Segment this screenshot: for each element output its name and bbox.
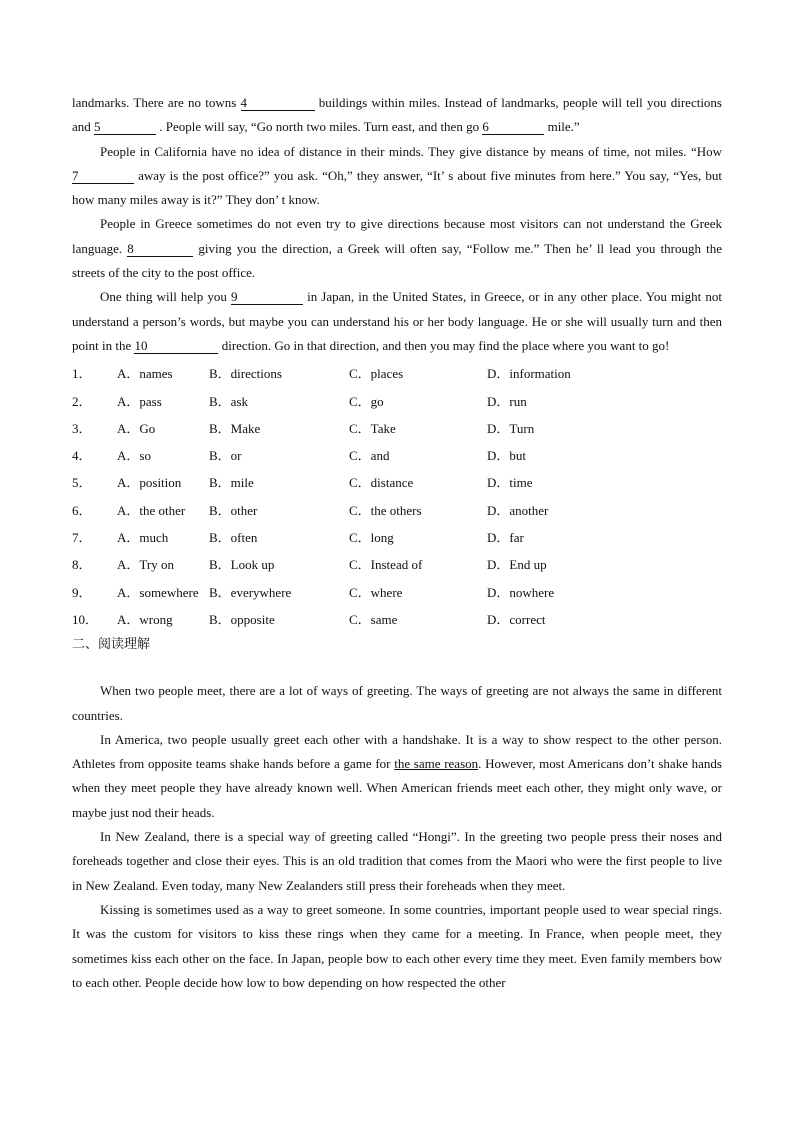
blank-4: 4 xyxy=(241,95,315,111)
option-d: D．time xyxy=(487,475,533,491)
blank-5: 5 xyxy=(94,119,156,135)
section-title: 二、阅读理解 xyxy=(72,637,151,653)
option-b: B．Make xyxy=(209,420,261,436)
question-row xyxy=(72,469,722,496)
option-c: C．Instead of xyxy=(349,557,423,573)
question-number: 3． xyxy=(72,420,92,436)
question-row xyxy=(72,360,722,387)
question-row xyxy=(72,415,722,442)
question-number: 10． xyxy=(72,611,99,627)
question-row xyxy=(72,551,722,578)
option-a: A．position xyxy=(117,475,182,491)
question-number: 4． xyxy=(72,448,92,464)
option-c: C．and xyxy=(349,448,390,464)
option-a: A．Try on xyxy=(117,557,174,573)
blank-7: 7 xyxy=(72,168,134,184)
option-d: D．nowhere xyxy=(487,584,555,600)
option-a: A．much xyxy=(117,530,169,546)
question-number: 1． xyxy=(72,366,92,382)
question-row xyxy=(72,497,722,524)
question-number: 5． xyxy=(72,475,92,491)
text-run: away is the post office?” you ask. “Oh,” they answer, “It’ s about five minutes from here.” You say, “Yes, but how many miles away is it?” They don’ t know. xyxy=(72,167,722,208)
question-number: 7． xyxy=(72,530,92,546)
option-a: A．names xyxy=(117,366,173,382)
option-d: D．but xyxy=(487,448,527,464)
option-c: C．go xyxy=(349,393,384,409)
reading-paragraph-4: Kissing is sometimes used as a way to greet someone. In some countries, important people used to wear special rings. It was the custom for visitors to kiss these rings when they came for a meeting. In France, when people meet, they sometimes kiss each other on the face. In Japan, people bow to each other every time they meet. Even family members bow to each other. People decide how low to bow depending on how respected the other xyxy=(72,901,722,990)
option-b: B．often xyxy=(209,530,258,546)
text-run: In America, two people usually greet each other with a handshake. It is a way to show respect to the other person. Athletes from opposite teams shake hands before a game for xyxy=(72,731,722,772)
option-b: B．directions xyxy=(209,366,282,382)
option-c: C．the others xyxy=(349,502,422,518)
text-run: buildings within miles. Instead of landmarks, people will tell you directions and xyxy=(72,95,722,135)
question-row xyxy=(72,442,722,469)
option-c: C．distance xyxy=(349,475,414,491)
text-run: People in Greece sometimes do not even try to give directions because most visitors can not understand the Greek language. xyxy=(72,216,722,256)
cloze-paragraph-2 xyxy=(72,140,722,213)
option-b: B．or xyxy=(209,448,242,464)
cloze-paragraph-1 xyxy=(72,91,722,140)
reading-paragraph-3: In New Zealand, there is a special way of greeting called “Hongi”. In the greeting two people press their noses and foreheads together and close their eyes. This is an old tradition that comes from the Maori who were the first people to live in New Zealand. Even today, many New Zealanders still press their foreheads when they meet. xyxy=(72,829,722,893)
cloze-paragraph-4 xyxy=(72,285,722,358)
option-b: B．other xyxy=(209,502,258,518)
blank-10: 10 xyxy=(134,338,218,354)
text-run: mile.” xyxy=(544,119,580,135)
option-a: A．so xyxy=(117,448,151,464)
option-d: D．run xyxy=(487,393,527,409)
text-run: direction. Go in that direction, and then you may find the place where you want to go! xyxy=(218,337,670,353)
option-b: B．mile xyxy=(209,475,254,491)
option-d: D．Turn xyxy=(487,420,535,436)
text-run: People in California have no idea of distance in their minds. They give distance by means of time, not miles. “How xyxy=(100,143,722,159)
option-b: B．Look up xyxy=(209,557,275,573)
question-row xyxy=(72,579,722,606)
option-d: D．correct xyxy=(487,611,546,627)
option-b: B．everywhere xyxy=(209,584,292,600)
option-c: C．Take xyxy=(349,420,396,436)
question-number: 2． xyxy=(72,393,92,409)
answer-options-list xyxy=(72,360,722,633)
option-a: A．the other xyxy=(117,502,186,518)
option-b: B．ask xyxy=(209,393,249,409)
text-run: in Japan, in the United States, in Greece, or in any other place. You might not understand a person’s words, but maybe you can understand his or her body language. He or she will usually turn and then point in the xyxy=(72,289,722,353)
reading-paragraph-2 xyxy=(72,728,722,825)
text-run: One thing will help you xyxy=(100,289,231,305)
text-run: giving you the direction, a Greek will often say, “Follow me.” Then he’ ll lead you through the streets of the city to the post office. xyxy=(72,240,722,281)
option-c: C．long xyxy=(349,530,394,546)
document-page xyxy=(72,91,722,995)
option-c: C．where xyxy=(349,584,403,600)
question-row xyxy=(72,388,722,415)
question-row xyxy=(72,524,722,551)
cloze-paragraph-3 xyxy=(72,212,722,285)
option-d: D．far xyxy=(487,530,524,546)
option-d: D．information xyxy=(487,366,571,382)
question-number: 8． xyxy=(72,557,92,573)
underlined-phrase: the same reason xyxy=(394,756,479,772)
option-a: A．somewhere xyxy=(117,584,199,600)
reading-paragraph-1: When two people meet, there are a lot of ways of greeting. The ways of greeting are not always the same in different countries. xyxy=(72,683,722,723)
option-b: B．opposite xyxy=(209,611,275,627)
option-a: A．Go xyxy=(117,420,156,436)
blank-8: 8 xyxy=(127,241,193,257)
question-number: 6． xyxy=(72,502,92,518)
blank-9: 9 xyxy=(231,289,303,305)
option-a: A．wrong xyxy=(117,611,173,627)
option-a: A．pass xyxy=(117,393,162,409)
option-d: D．another xyxy=(487,502,549,518)
text-run: . However, most Americans don’t shake hands when they meet people they have already known well. When American friends meet each other, they might only wave, or maybe just nod their heads. xyxy=(72,756,722,820)
question-number: 9． xyxy=(72,584,92,600)
text-run: landmarks. There are no towns xyxy=(72,95,241,110)
blank-6: 6 xyxy=(482,119,544,135)
option-c: C．same xyxy=(349,611,398,627)
option-c: C．places xyxy=(349,366,404,382)
question-row xyxy=(72,606,722,633)
text-run: . People will say, “Go north two miles. Turn east, and then go xyxy=(156,119,483,135)
option-d: D．End up xyxy=(487,557,547,573)
